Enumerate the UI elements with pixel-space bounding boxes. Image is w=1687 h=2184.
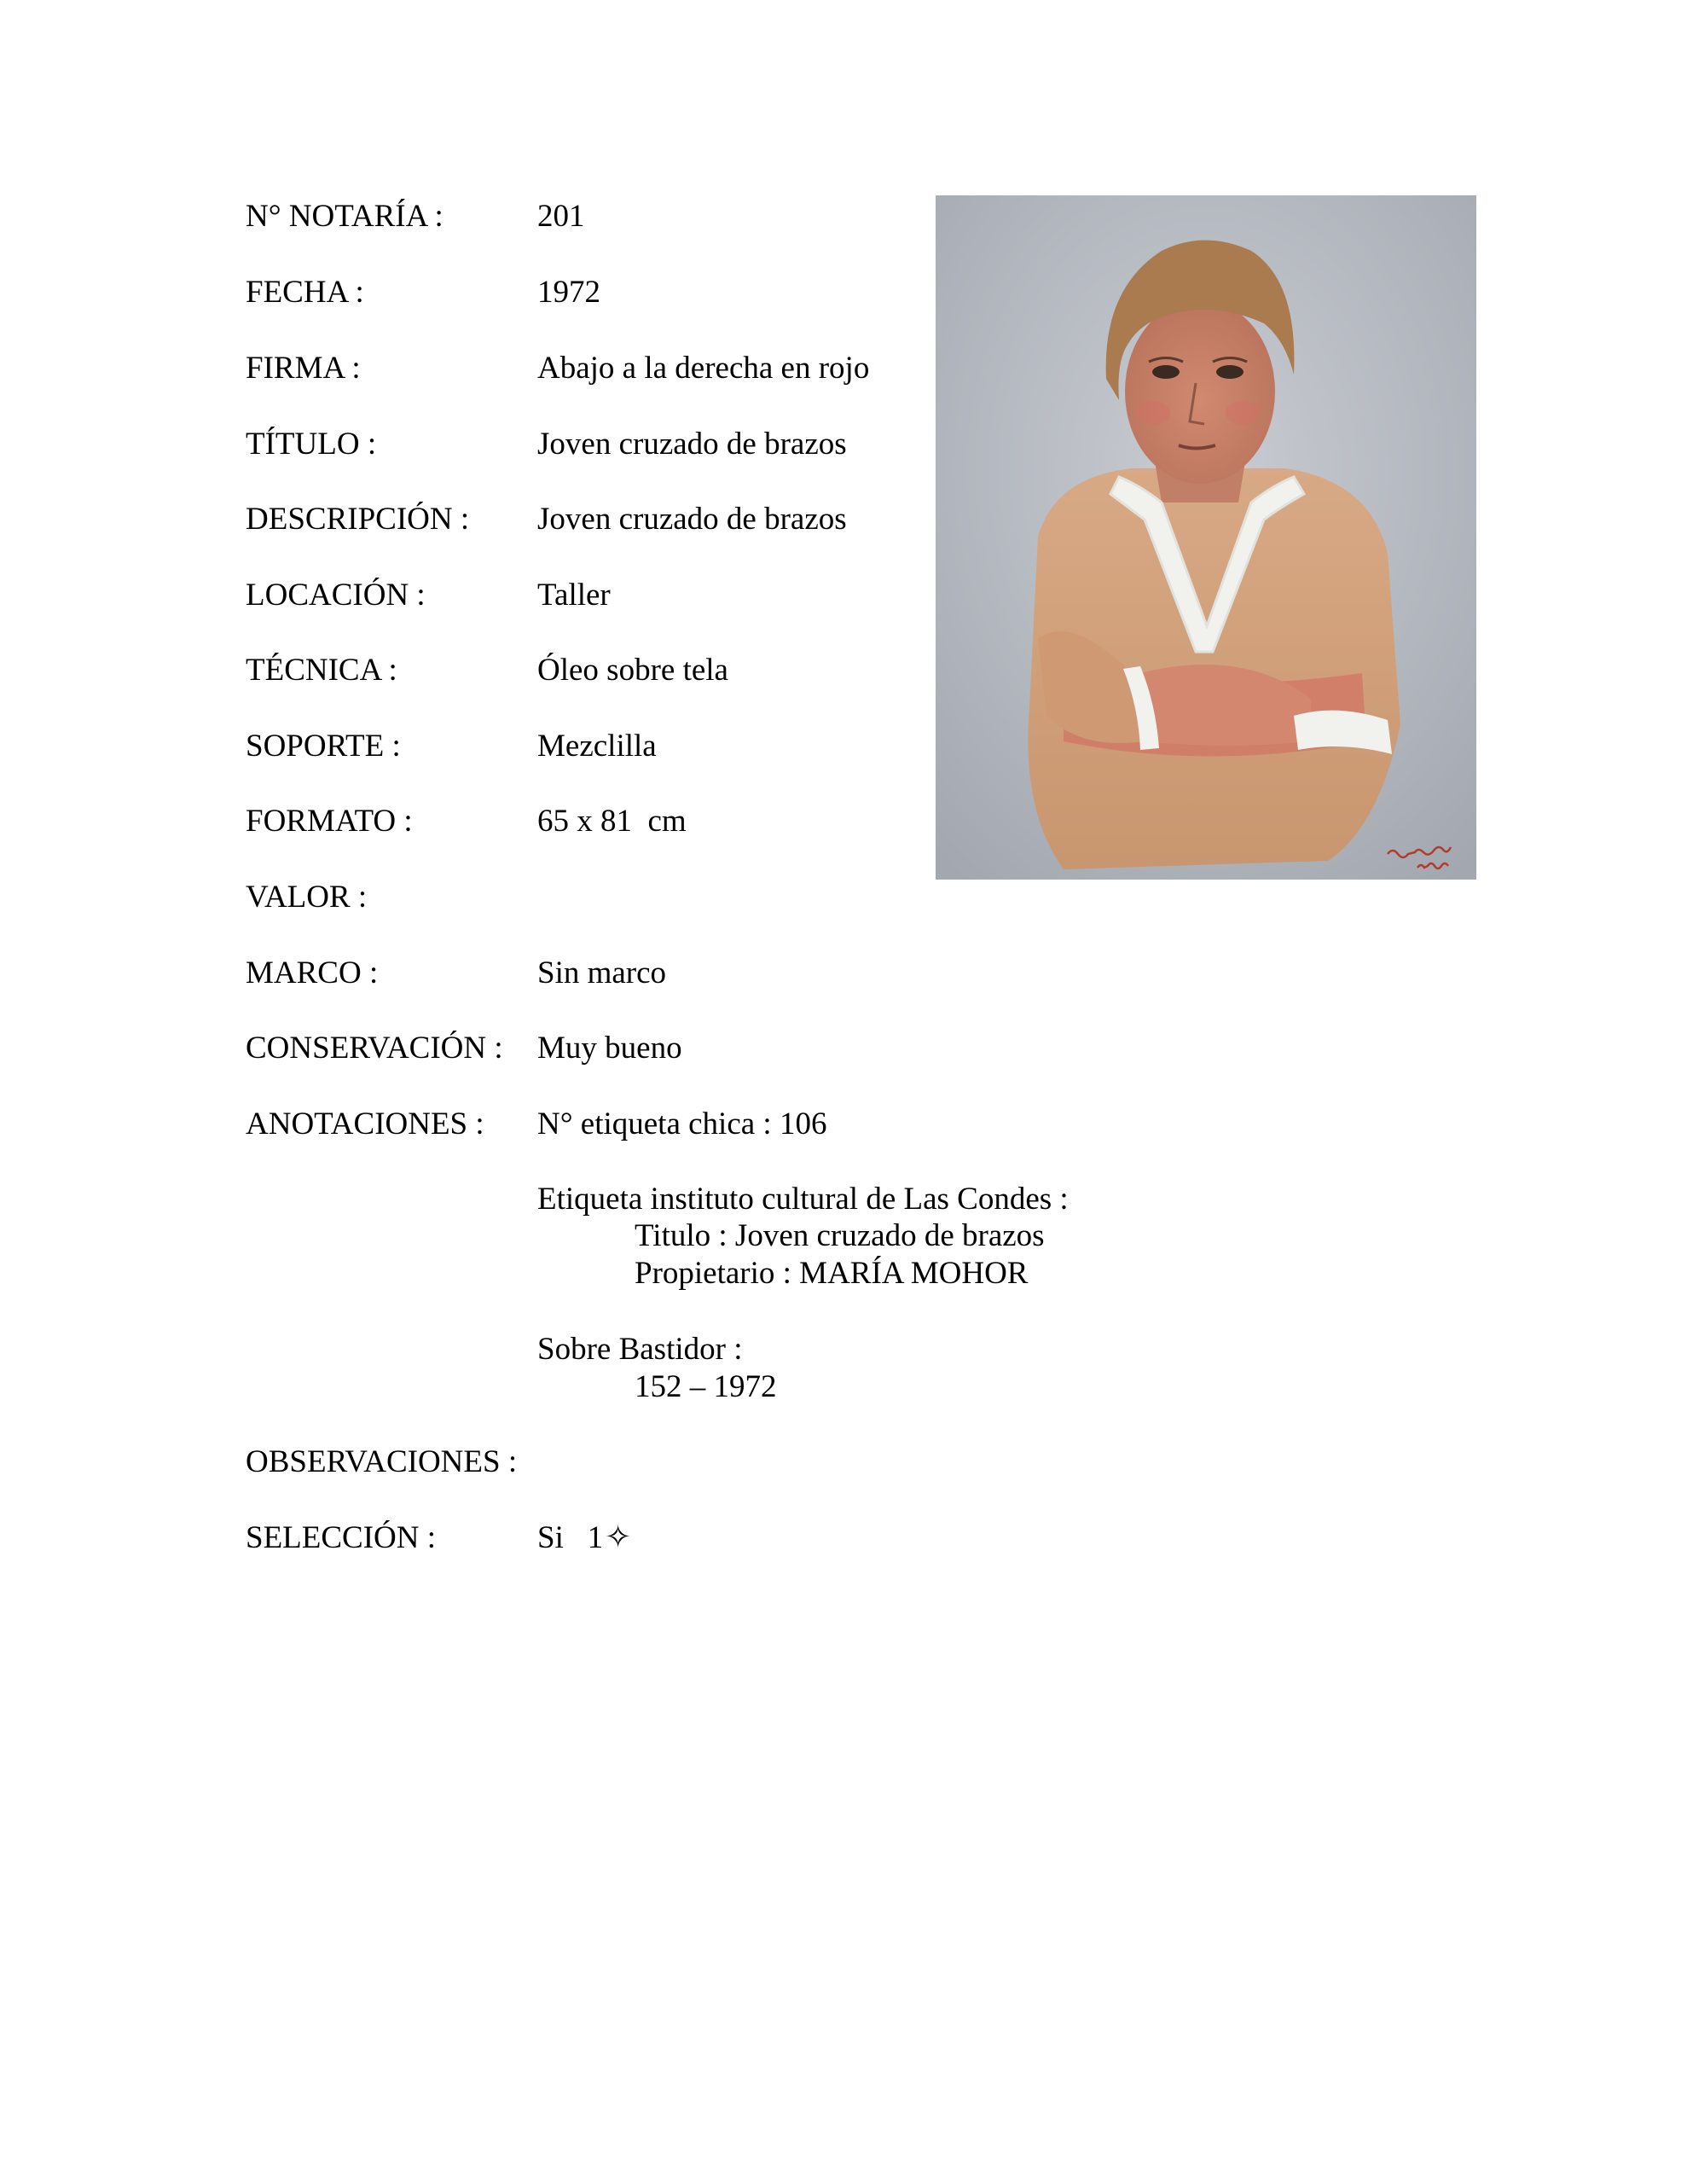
star-icon: ✧ bbox=[605, 1520, 632, 1555]
field-label: CONSERVACIÓN : bbox=[246, 1031, 503, 1066]
field-value: 201 bbox=[537, 199, 585, 234]
field-value: Abajo a la derecha en rojo bbox=[537, 351, 870, 386]
field-label: VALOR : bbox=[246, 880, 368, 915]
field-label: SELECCIÓN : bbox=[246, 1520, 437, 1555]
field-value: 1972 bbox=[537, 275, 600, 310]
field-label: TÉCNICA : bbox=[246, 653, 397, 688]
seleccion-value: Si 1 bbox=[537, 1520, 604, 1555]
field-label: DESCRIPCIÓN : bbox=[246, 502, 470, 537]
field-label: TÍTULO : bbox=[246, 427, 377, 462]
field-label: FECHA : bbox=[246, 275, 364, 310]
field-label: ANOTACIONES : bbox=[246, 1107, 484, 1141]
field-value: Muy bueno bbox=[537, 1031, 682, 1066]
etiqueta-titulo: Titulo : Joven cruzado de brazos bbox=[635, 1218, 1045, 1253]
field-label: LOCACIÓN : bbox=[246, 578, 426, 613]
field-value: N° etiqueta chica : 106 bbox=[537, 1107, 827, 1141]
painting-face bbox=[1125, 299, 1275, 484]
field-label: SOPORTE : bbox=[246, 729, 401, 764]
field-label: MARCO : bbox=[246, 956, 379, 990]
field-value: Sin marco bbox=[537, 956, 667, 990]
field-label: N° NOTARÍA : bbox=[246, 199, 443, 234]
field-value: 65 x 81 cm bbox=[537, 804, 687, 839]
painting-image bbox=[936, 195, 1476, 880]
field-value: Óleo sobre tela bbox=[537, 653, 728, 688]
bastidor-value: 152 – 1972 bbox=[635, 1369, 777, 1404]
painting-eye-left bbox=[1152, 365, 1180, 379]
field-value: Taller bbox=[537, 578, 611, 613]
field-value: Mezclilla bbox=[537, 729, 657, 764]
field-value: Joven cruzado de brazos bbox=[537, 502, 847, 537]
field-label: FIRMA : bbox=[246, 351, 361, 386]
painting-eye-right bbox=[1216, 365, 1244, 379]
field-value: Joven cruzado de brazos bbox=[537, 427, 847, 462]
bastidor-heading: Sobre Bastidor : bbox=[537, 1332, 743, 1367]
etiqueta-propietario: Propietario : MARÍA MOHOR bbox=[635, 1256, 1029, 1291]
field-label: OBSERVACIONES : bbox=[246, 1444, 518, 1479]
etiqueta-heading: Etiqueta instituto cultural de Las Condes : bbox=[537, 1182, 1069, 1217]
field-value bbox=[537, 1519, 631, 1557]
field-label: FORMATO : bbox=[246, 804, 413, 839]
